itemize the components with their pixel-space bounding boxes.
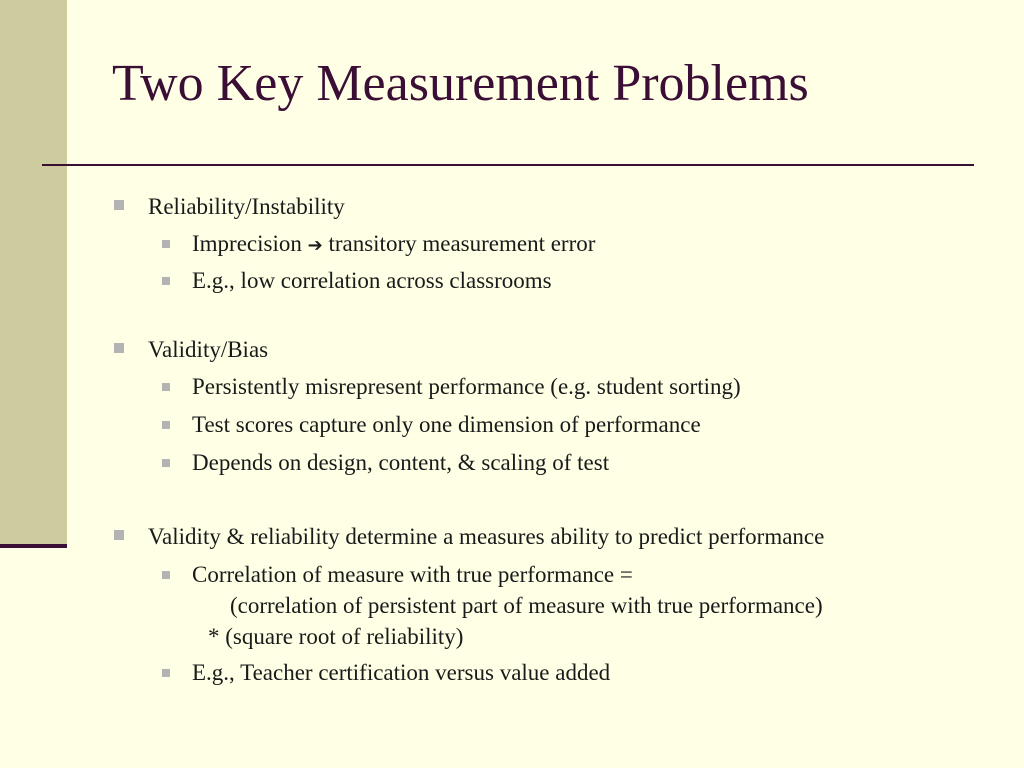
square-bullet-icon xyxy=(114,343,124,353)
square-bullet-icon xyxy=(114,200,124,210)
formula-line-3: * (square root of reliability) xyxy=(208,624,464,649)
bullet-reliability xyxy=(114,194,345,220)
title-divider xyxy=(42,164,974,166)
square-bullet-icon xyxy=(162,240,170,248)
right-arrow-icon: ➔ xyxy=(307,235,323,256)
bullet-text: Depends on design, content, & scaling of test xyxy=(192,450,610,475)
side-band xyxy=(0,0,67,548)
sub-bullet-low-correlation xyxy=(162,268,552,294)
square-bullet-icon xyxy=(162,669,170,677)
bullet-text: E.g., low correlation across classrooms xyxy=(192,268,552,293)
bullet-text: Validity & reliability determine a measures ability to predict performance xyxy=(148,524,825,549)
sub-bullet-correlation xyxy=(162,562,633,588)
square-bullet-icon xyxy=(162,421,170,429)
bullet-text: Correlation of measure with true performance = xyxy=(192,562,633,587)
square-bullet-icon xyxy=(162,571,170,579)
side-accent-bar xyxy=(0,544,67,548)
sub-bullet-misrepresent xyxy=(162,374,741,400)
sub-bullet-imprecision xyxy=(162,231,595,257)
slide-title: Two Key Measurement Problems xyxy=(112,55,809,112)
square-bullet-icon xyxy=(114,530,124,540)
square-bullet-icon xyxy=(162,383,170,391)
bullet-text: E.g., Teacher certification versus value added xyxy=(192,660,611,685)
formula-line-2: (correlation of persistent part of measure with true performance) xyxy=(230,593,823,618)
square-bullet-icon xyxy=(162,459,170,467)
sub-bullet-design xyxy=(162,450,609,476)
sub-bullet-test-scores xyxy=(162,412,701,438)
bullet-text: Validity/Bias xyxy=(148,337,269,362)
bullet-text: Persistently misrepresent performance (e.g. student sorting) xyxy=(192,374,741,399)
bullet-text: Imprecision ➔ transitory measurement error xyxy=(192,231,596,256)
sub-bullet-certification xyxy=(162,660,610,686)
bullet-validity-bias xyxy=(114,337,268,363)
square-bullet-icon xyxy=(162,277,170,285)
bullet-text: Test scores capture only one dimension of performance xyxy=(192,412,701,437)
bullet-text: Reliability/Instability xyxy=(148,194,345,219)
bullet-validity-reliability xyxy=(114,524,824,550)
